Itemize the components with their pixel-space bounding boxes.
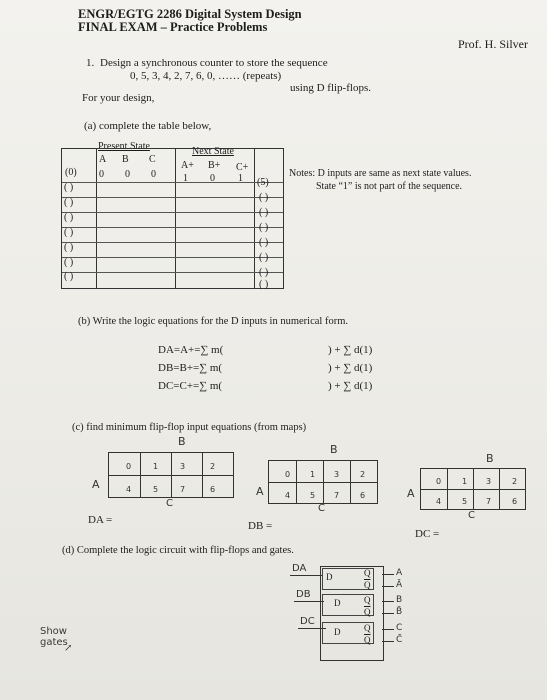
blank-left-1: ( ) <box>64 182 74 193</box>
note-2: State “1” is not part of the sequence. <box>316 181 463 192</box>
sequence: 0, 5, 3, 4, 2, 7, 6, 0, …… (repeats) <box>130 70 282 82</box>
kmap1-c: C <box>166 498 173 509</box>
eq-da: DA=A+=∑ m( <box>158 344 224 356</box>
dc-c: ) + ∑ d(1) <box>328 380 373 392</box>
kmap2-b: B <box>330 443 338 456</box>
kmap3-cell-4: 4 <box>436 497 442 506</box>
row0-c: 0 <box>151 169 156 180</box>
row0-a: 0 <box>99 169 104 180</box>
kmap2-cell-4: 4 <box>285 491 291 500</box>
kmap1-cell-1: 1 <box>153 462 159 471</box>
col-a: A <box>99 154 107 165</box>
blank-right-1: ( ) <box>259 192 269 203</box>
col-b: B <box>122 154 129 165</box>
col-a-next: A+ <box>181 160 194 171</box>
kmap3-cell-2: 2 <box>512 477 518 486</box>
kmap3-cell-1: 1 <box>462 477 468 486</box>
kmap1-cell-5: 5 <box>153 485 159 494</box>
kmap3-cell-5: 5 <box>462 497 468 506</box>
ff-b-qbar: $\overline{Q}$ <box>364 607 371 617</box>
row0-right: (5) <box>257 177 269 188</box>
out-abar: Ā <box>396 580 403 590</box>
out-wire-abar <box>382 586 394 587</box>
dc-a: ) + ∑ d(1) <box>328 344 373 356</box>
out-cbar: C̄ <box>396 635 403 645</box>
kmap1-cell-3: 3 <box>180 462 186 471</box>
blank-left-5: ( ) <box>64 242 74 253</box>
blank-left-6: ( ) <box>64 257 74 268</box>
row0-b-next: 0 <box>210 173 215 184</box>
ff-c-q: Q <box>364 623 371 633</box>
out-bbar: B̄ <box>396 607 403 617</box>
eq-db: DB=B+=∑ m( <box>158 362 223 374</box>
state-table <box>61 148 284 289</box>
kmap2-a: A <box>256 485 264 498</box>
ff-c-qbar: $\overline{Q}$ <box>364 635 371 645</box>
blank-right-4: ( ) <box>259 237 269 248</box>
kmap2-cell-7: 7 <box>334 491 340 500</box>
kmap1-cell-4: 4 <box>126 485 132 494</box>
out-wire-bbar <box>382 613 394 614</box>
out-c: C <box>396 623 403 633</box>
kmap2-cell-1: 1 <box>310 470 316 479</box>
kmap3-cell-6: 6 <box>512 497 518 506</box>
blank-right-6: ( ) <box>259 267 269 278</box>
kmap3-c: C <box>468 510 475 521</box>
ff-b-d: D <box>334 598 341 608</box>
problem-statement: Design a synchronous counter to store the sequence <box>100 57 328 69</box>
col-c-next: C+ <box>236 162 249 173</box>
row0-left: (0) <box>65 167 77 178</box>
kmap1-cell-6: 6 <box>210 485 216 494</box>
ff-c-d: D <box>334 627 341 637</box>
kmap1-cell-7: 7 <box>180 485 186 494</box>
kmap1-a: A <box>92 478 100 491</box>
kmap3-b: B <box>486 452 494 465</box>
part-c-label: (c) find minimum flip-flop input equations (from maps) <box>72 422 307 433</box>
col-b-next: B+ <box>208 160 221 171</box>
ff-b-q: Q <box>364 595 371 605</box>
part-a-label: (a) complete the table below, <box>84 120 212 132</box>
kmap1-cell-0: 0 <box>126 462 132 471</box>
using-d-flipflops: using D flip-flops. <box>290 82 371 94</box>
blank-left-7: ( ) <box>64 271 74 282</box>
course-title: ENGR/EGTG 2286 Digital System Design <box>78 7 302 21</box>
out-b: B <box>396 595 403 605</box>
problem-number: 1. <box>86 57 95 69</box>
kmap2-c: C <box>318 503 325 514</box>
row0-a-next: 1 <box>183 173 188 184</box>
kmap2-cell-6: 6 <box>360 491 366 500</box>
kmap2-cell-3: 3 <box>334 470 340 479</box>
blank-right-7: ( ) <box>259 279 269 290</box>
part-b-label: (b) Write the logic equations for the D inputs in numerical form. <box>78 316 348 327</box>
kmap3-cell-3: 3 <box>486 477 492 486</box>
kmap2-cell-0: 0 <box>285 470 291 479</box>
da-answer: DA = <box>88 514 113 526</box>
blank-left-4: ( ) <box>64 227 74 238</box>
kmap1-cell-2: 2 <box>210 462 216 471</box>
blank-right-2: ( ) <box>259 207 269 218</box>
blank-left-2: ( ) <box>64 197 74 208</box>
row0-c-next: 1 <box>238 173 243 184</box>
row0-b: 0 <box>125 169 130 180</box>
kmap1-b: B <box>178 435 186 448</box>
exam-title: FINAL EXAM – Practice Problems <box>78 20 268 34</box>
kmap3-cell-0: 0 <box>436 477 442 486</box>
ff-a-q: Q <box>364 568 371 578</box>
for-design: For your design, <box>82 92 155 104</box>
blank-right-3: ( ) <box>259 222 269 233</box>
out-wire-b <box>382 601 394 602</box>
out-wire-a <box>382 574 394 575</box>
kmap2-cell-2: 2 <box>360 470 366 479</box>
next-state-header: Next State <box>192 146 234 157</box>
out-wire-cbar <box>382 641 394 642</box>
input-da: DA <box>292 563 307 574</box>
eq-dc: DC=C+=∑ m( <box>158 380 223 392</box>
dc-answer: DC = <box>415 528 440 540</box>
col-c: C <box>149 154 156 165</box>
arrow-icon: ↗ <box>64 643 73 654</box>
kmap3-cell-7: 7 <box>486 497 492 506</box>
dc-b: ) + ∑ d(1) <box>328 362 373 374</box>
blank-right-5: ( ) <box>259 252 269 263</box>
show-gates-note: Show gates <box>40 626 68 648</box>
input-dc: DC <box>300 616 315 627</box>
part-d-label: (d) Complete the logic circuit with flip-flops and gates. <box>62 545 294 556</box>
out-a: A <box>396 568 403 578</box>
out-wire-c <box>382 629 394 630</box>
blank-left-3: ( ) <box>64 212 74 223</box>
db-answer: DB = <box>248 520 273 532</box>
wire-da <box>290 575 322 576</box>
input-db: DB <box>296 589 311 600</box>
ff-a-qbar: $\overline{Q}$ <box>364 580 371 590</box>
present-state-header: Present State <box>98 141 150 152</box>
note-1: Notes: D inputs are same as next state values. <box>289 168 472 179</box>
kmap2-cell-5: 5 <box>310 491 316 500</box>
instructor: Prof. H. Silver <box>458 37 528 51</box>
kmap3-a: A <box>407 487 415 500</box>
ff-a-d: D <box>326 572 333 582</box>
